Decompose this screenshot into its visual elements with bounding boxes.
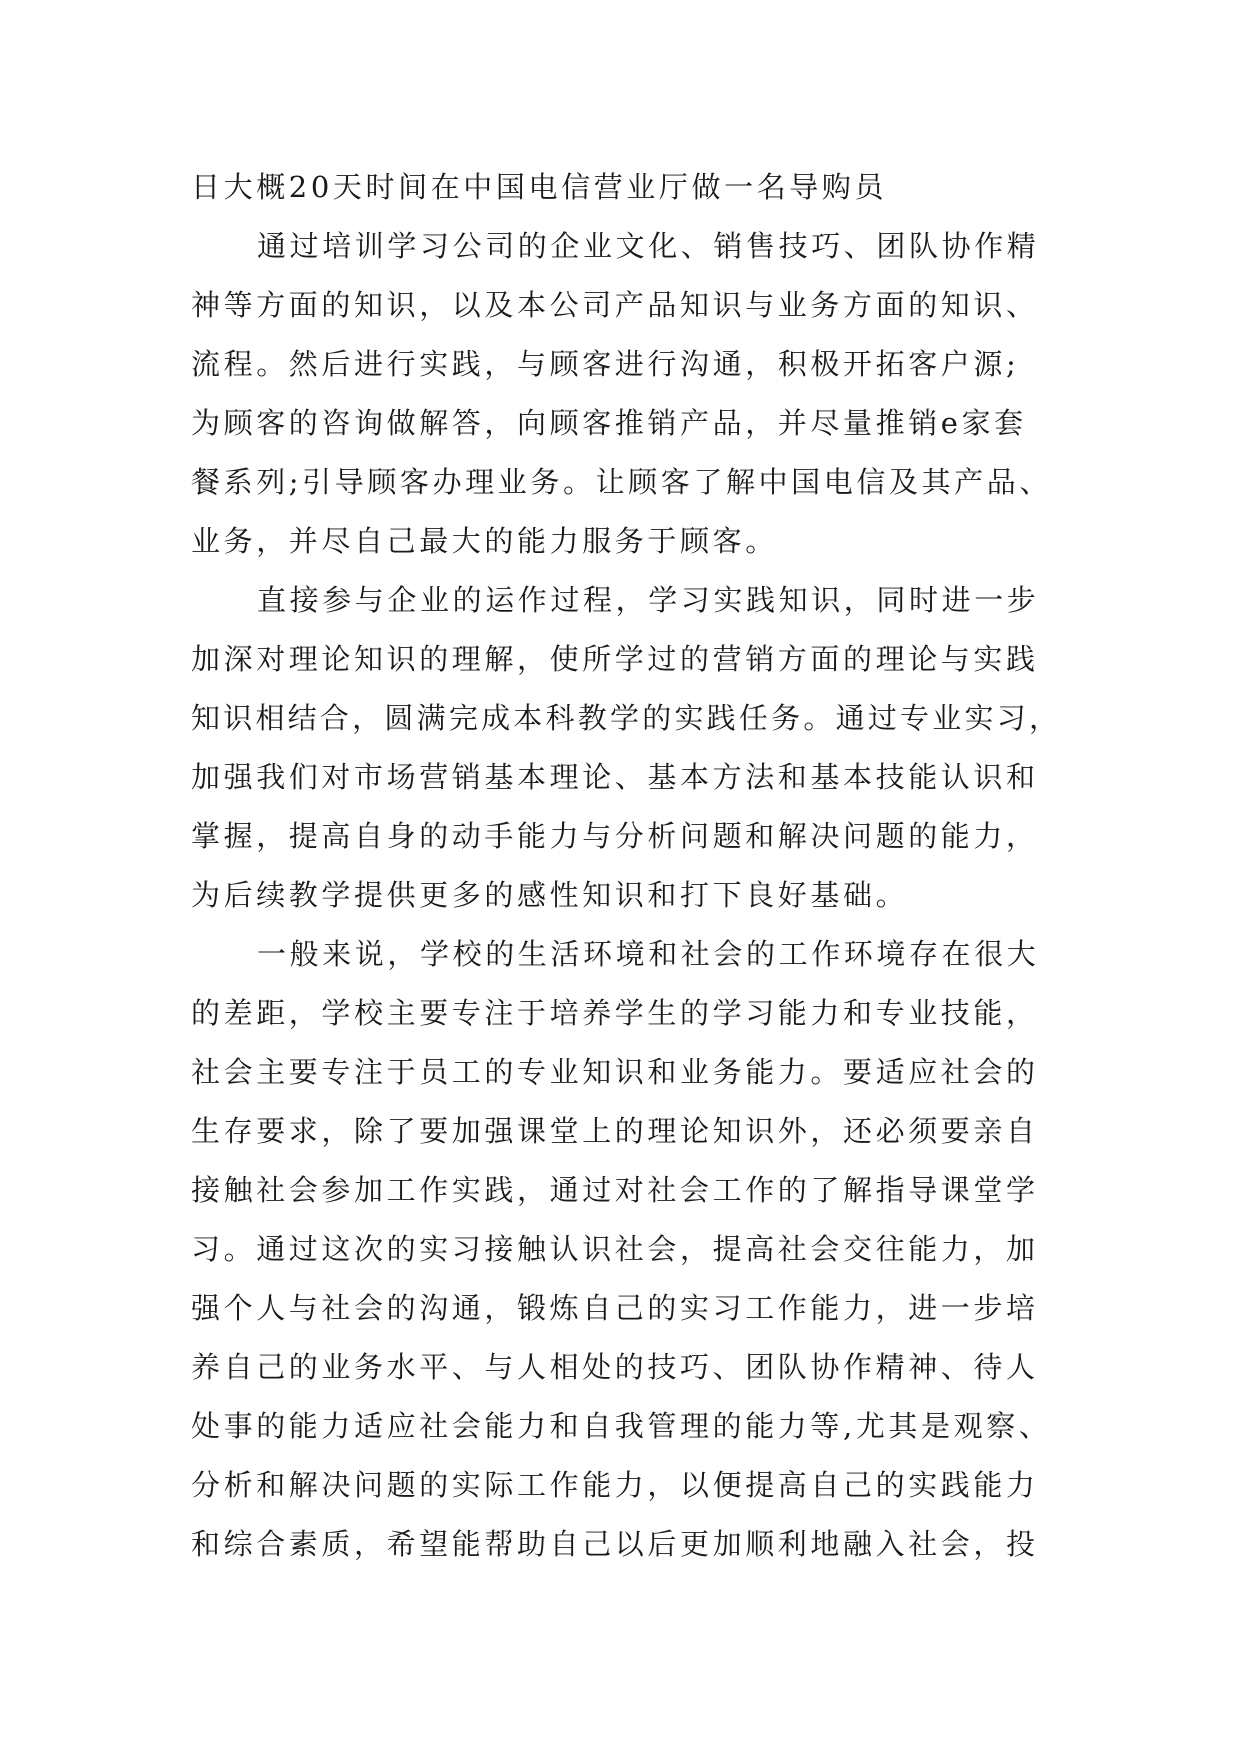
text-line: 掌握，提高自身的动手能力与分析问题和解决问题的能力， (191, 819, 1039, 853)
text-line: 接触社会参加工作实践，通过对社会工作的了解指导课堂学 (191, 1173, 1039, 1207)
text-line: 流程。然后进行实践，与顾客进行沟通，积极开拓客户源; (191, 347, 1020, 381)
text-line: 养自己的业务水平、与人相处的技巧、团队协作精神、待人 (191, 1350, 1039, 1384)
paragraph-first-line: 直接参与企业的运作过程，学习实践知识，同时进一步 (257, 583, 1040, 617)
text-line: 和综合素质，希望能帮助自己以后更加顺利地融入社会，投 (191, 1527, 1039, 1561)
paragraph-first-line: 通过培训学习公司的企业文化、销售技巧、团队协作精 (257, 229, 1040, 263)
body-text (191, 158, 1061, 1574)
text-line: 强个人与社会的沟通，锻炼自己的实习工作能力，进一步培 (191, 1291, 1039, 1325)
text-line: 为后续教学提供更多的感性知识和打下良好基础。 (191, 878, 909, 912)
text-line: 分析和解决问题的实际工作能力，以便提高自己的实践能力 (191, 1468, 1039, 1502)
text-line: 加强我们对市场营销基本理论、基本方法和基本技能认识和 (191, 760, 1039, 794)
text-line: 日大概20天时间在中国电信营业厅做一名导购员 (191, 170, 888, 204)
text-line: 餐系列;引导顾客办理业务。让顾客了解中国电信及其产品、 (191, 465, 1052, 499)
text-line: 处事的能力适应社会能力和自我管理的能力等,尤其是观察、 (191, 1409, 1052, 1443)
text-line: 加深对理论知识的理解，使所学过的营销方面的理论与实践 (191, 642, 1039, 676)
text-line: 为顾客的咨询做解答，向顾客推销产品，并尽量推销e家套 (191, 406, 1027, 440)
paragraph-first-line: 一般来说，学校的生活环境和社会的工作环境存在很大 (257, 937, 1040, 971)
text-line: 知识相结合，圆满完成本科教学的实践任务。通过专业实习， (191, 701, 1062, 735)
text-line: 的差距，学校主要专注于培养学生的学习能力和专业技能， (191, 996, 1039, 1030)
text-line: 神等方面的知识，以及本公司产品知识与业务方面的知识、 (191, 288, 1039, 322)
text-line: 业务，并尽自己最大的能力服务于顾客。 (191, 524, 778, 558)
text-line: 生存要求，除了要加强课堂上的理论知识外，还必须要亲自 (191, 1114, 1039, 1148)
text-line: 社会主要专注于员工的专业知识和业务能力。要适应社会的 (191, 1055, 1039, 1089)
text-line: 习。通过这次的实习接触认识社会，提高社会交往能力，加 (191, 1232, 1039, 1266)
